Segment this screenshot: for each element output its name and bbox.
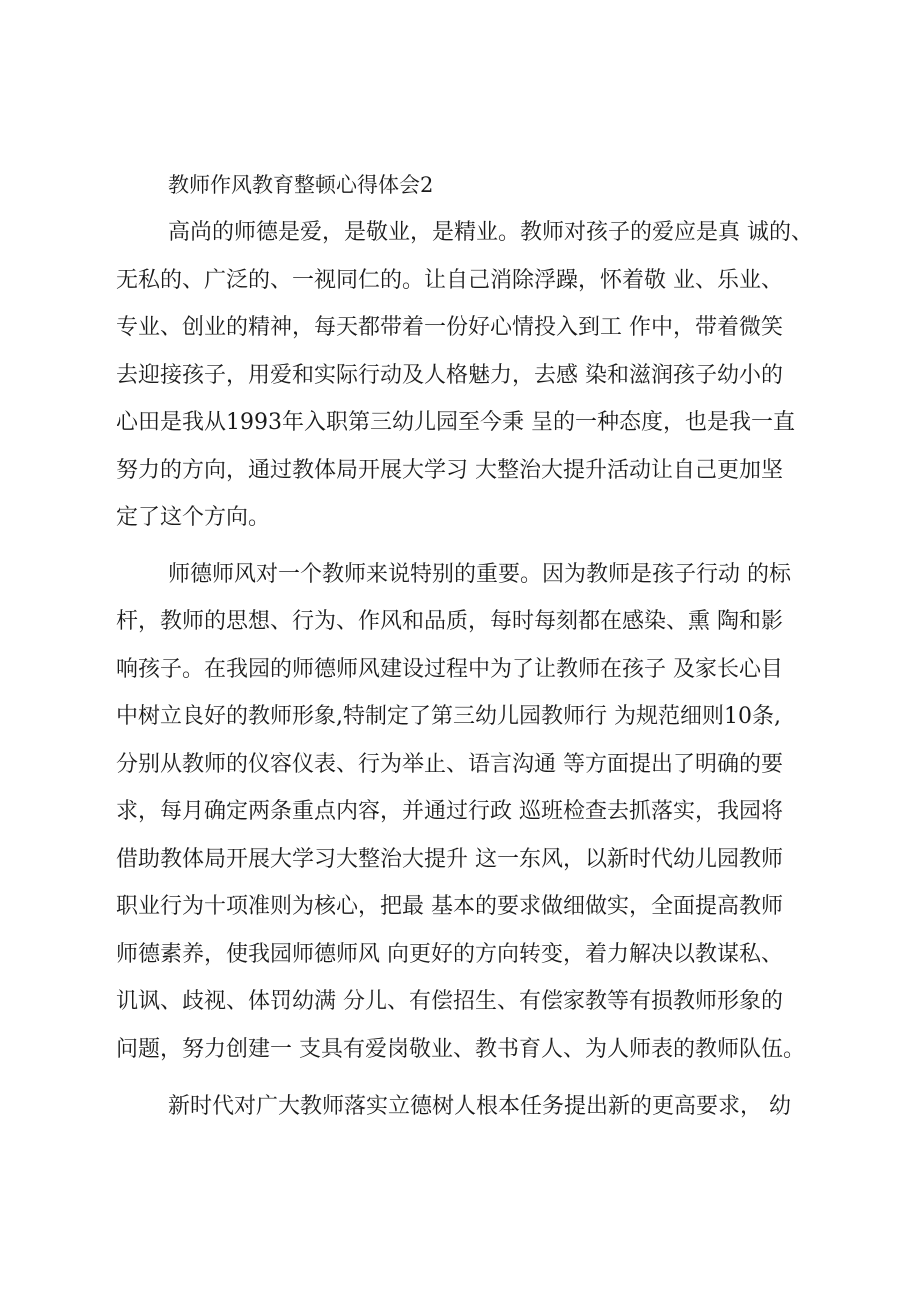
paragraph-2-line-11: 问题，努力创建一 支具有爱岗敬业、教书育人、为人师表的教师队伍。 [116,1037,805,1062]
paragraph-2-line-8: 职业行为十项准则为核心，把最 基本的要求做细做实，全面提高教师 [116,894,783,919]
paragraph-2-line-7: 借助教体局开展大学习大整治大提升 这一东风，以新时代幼儿园教师 [116,847,783,872]
paragraph-1-line-2: 无私的、广泛的、一视同仁的。让自己消除浮躁，怀着敬 业、乐业、 [116,268,783,293]
paragraph-2-line-10: 讥讽、歧视、体罚幼满 分儿、有偿招生、有偿家教等有损教师形象的 [116,989,783,1014]
paragraph-2-line-9: 师德素养，使我园师德师风 向更好的方向转变，着力解决以教谋私、 [116,942,783,967]
paragraph-2-line-1: 师德师风对一个教师来说特别的重要。因为教师是孩子行动 的标 [168,562,791,587]
paragraph-1-line-4: 去迎接孩子，用爱和实际行动及人格魅力，去感 染和滋润孩子幼小的 [116,363,783,388]
paragraph-1-line-3: 专业、创业的精神，每天都带着一份好心情投入到工 作中，带着微笑 [116,315,783,340]
paragraph-1-line-6: 努力的方向，通过教体局开展大学习 大整治大提升活动让自己更加坚 [116,458,783,483]
paragraph-2-line-6: 求，每月确定两条重点内容，并通过行政 巡班检查去抓落实，我园将 [116,799,783,824]
paragraph-1-line-5: 心田是我从1993年入职第三幼儿园至今秉 呈的一种态度，也是我一直 [116,410,795,435]
document-title: 教师作风教育整顿心得体会2 [168,173,434,197]
paragraph-2-line-3: 响孩子。在我园的师德师风建设过程中为了让教师在孩子 及家长心目 [116,657,783,682]
paragraph-3-line-1: 新时代对广大教师落实立德树人根本任务提出新的更高要求， 幼 [168,1094,791,1119]
paragraph-1-line-7: 定了这个方向。 [116,505,271,530]
paragraph-1-line-1: 高尚的师德是爱，是敬业，是精业。教师对孩子的爱应是真 诚的、 [168,220,813,245]
paragraph-2-line-5: 分别从教师的仪容仪表、行为举止、语言沟通 等方面提出了明确的要 [116,752,783,777]
paragraph-2-line-4: 中树立良好的教师形象,特制定了第三幼儿园教师行 为规范细则10条, [116,704,781,729]
paragraph-2-line-2: 杆，教师的思想、行为、作风和品质，每时每刻都在感染、熏 陶和影 [116,609,783,634]
